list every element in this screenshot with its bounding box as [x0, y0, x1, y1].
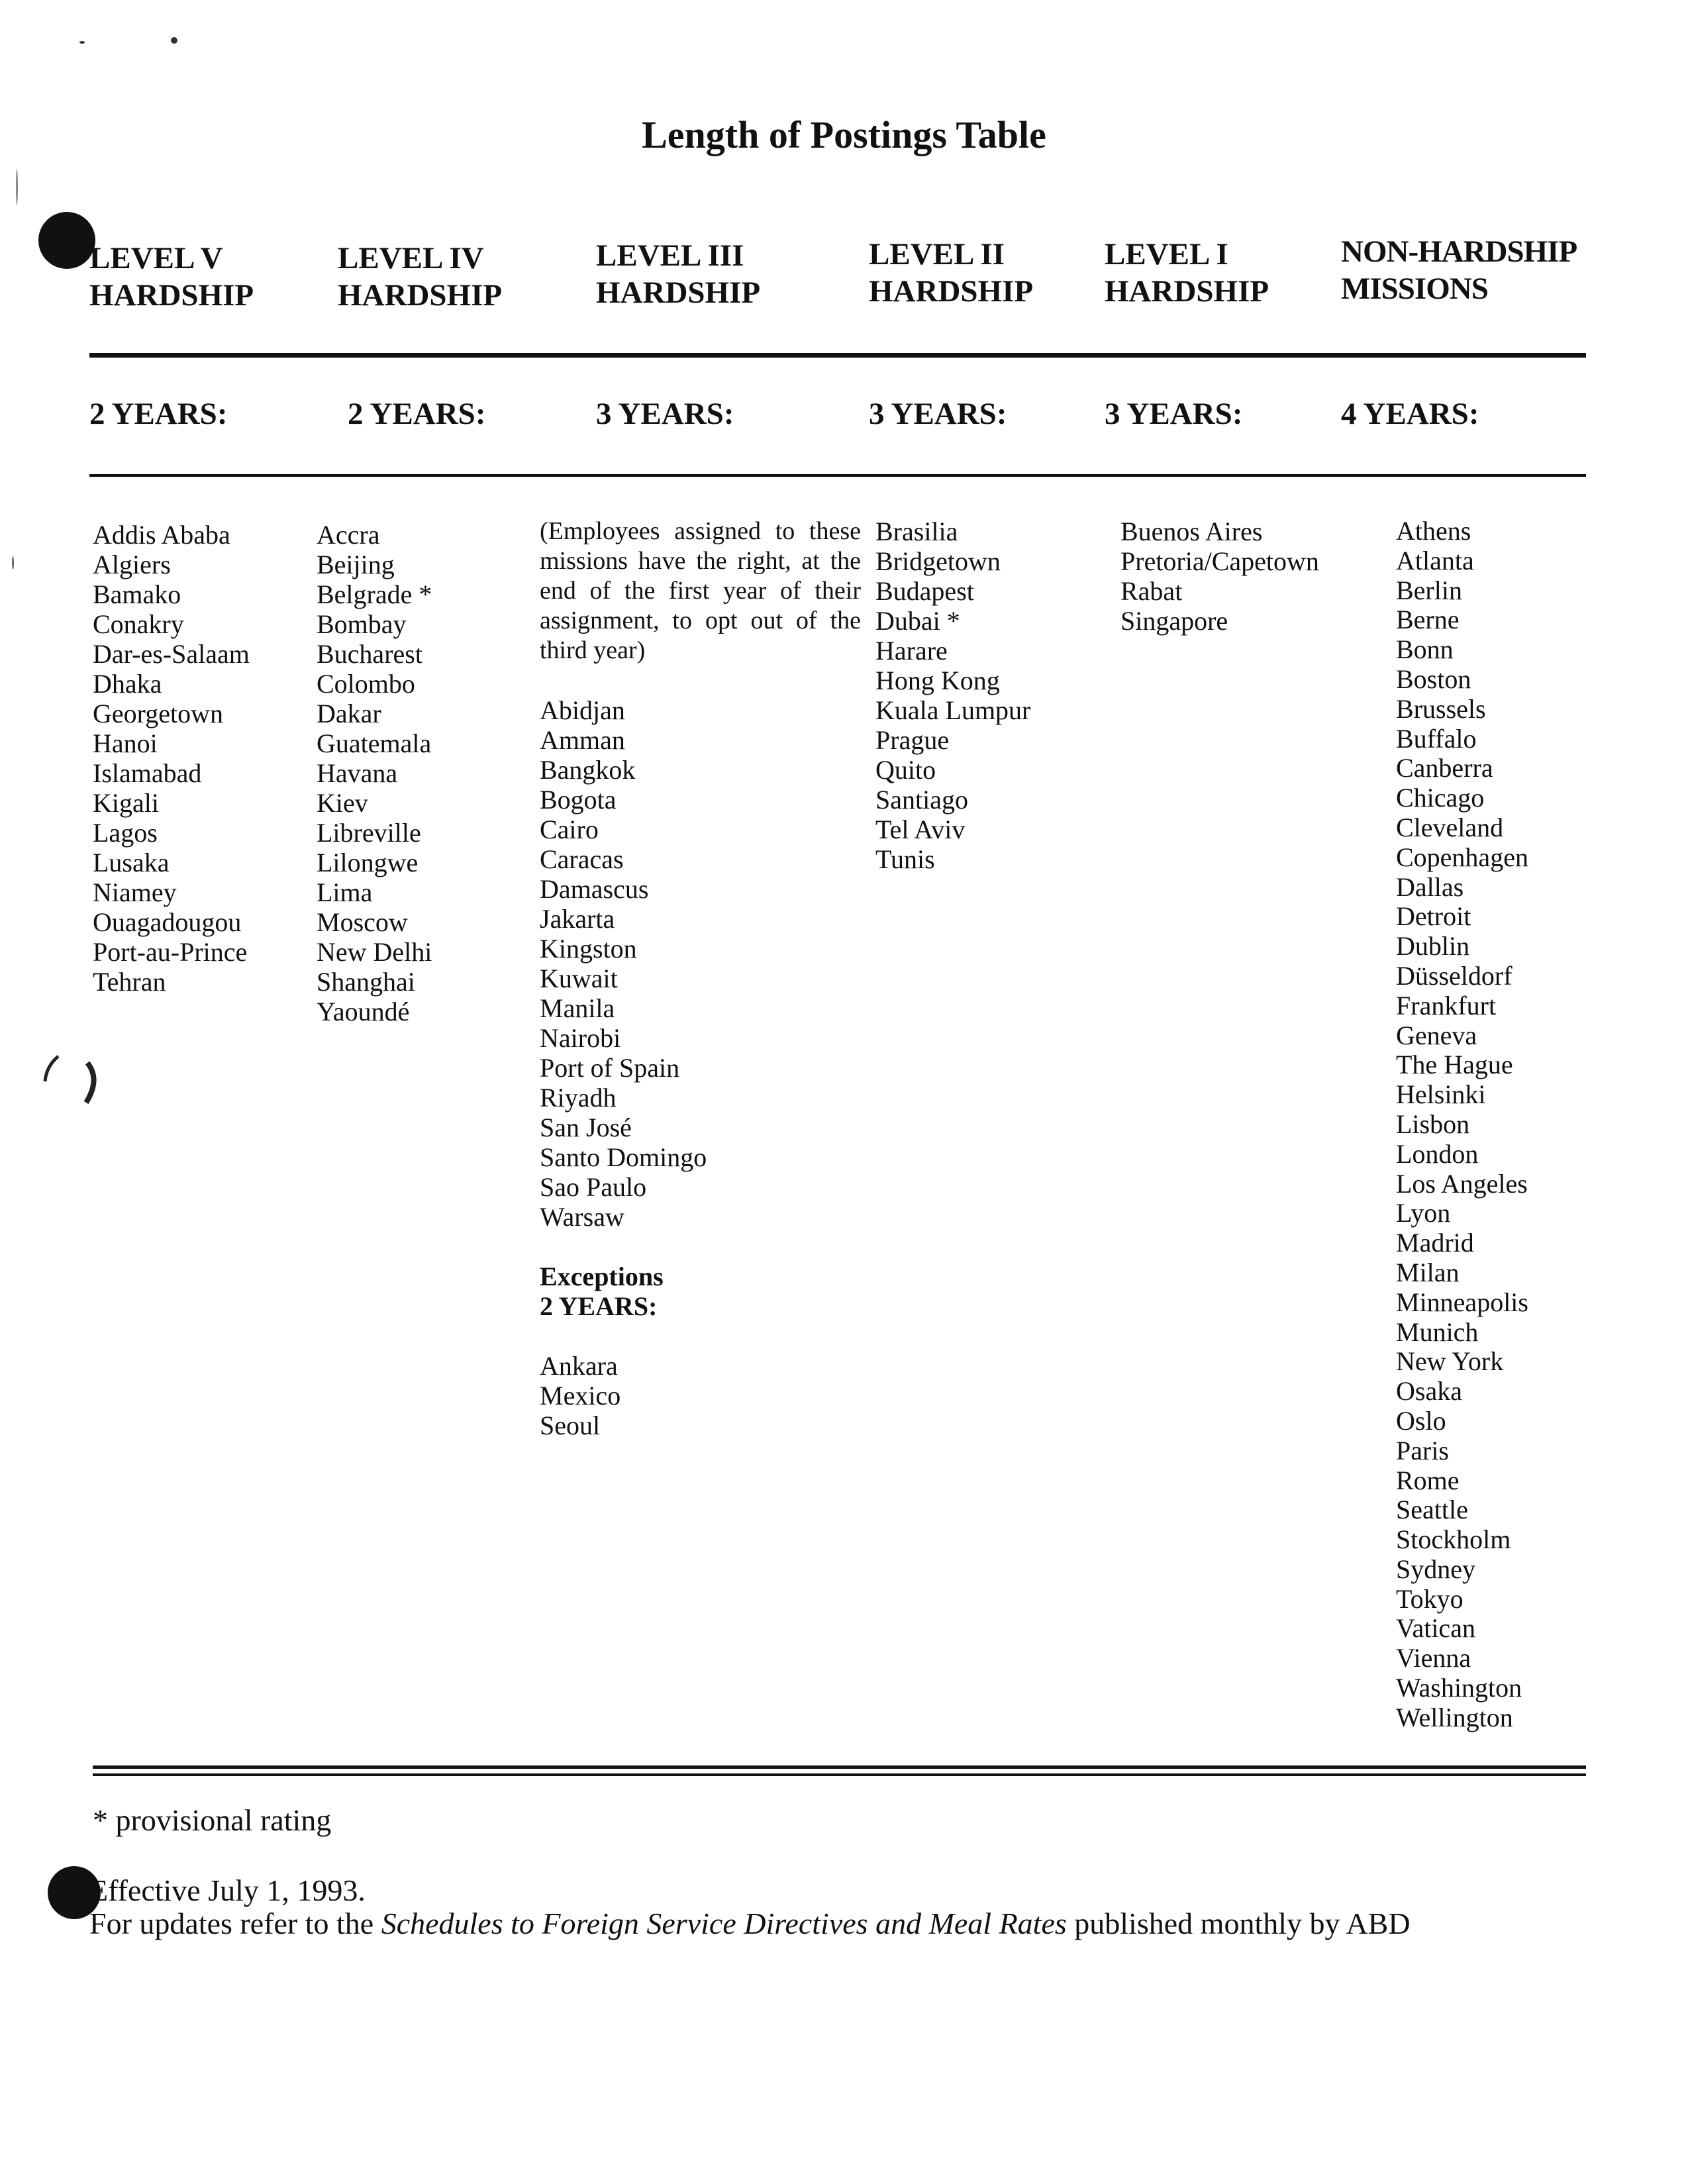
- column-header-non-hardship: [1341, 233, 1577, 307]
- city-item: Osaka: [1396, 1376, 1462, 1407]
- city-item: Copenhagen: [1396, 842, 1528, 872]
- city-item: Niamey: [93, 877, 177, 907]
- column-header-level-i: [1105, 236, 1269, 310]
- city-item: Minneapolis: [1396, 1287, 1528, 1317]
- city-item: Berne: [1396, 605, 1460, 635]
- duration-level-iv: 2 YEARS:: [348, 397, 486, 431]
- exceptions-label: Exceptions: [540, 1262, 664, 1291]
- city-item: Sydney: [1396, 1554, 1475, 1584]
- city-item: Rome: [1396, 1465, 1460, 1495]
- city-item: Georgetown: [93, 699, 223, 728]
- city-item: Amman: [540, 725, 625, 755]
- city-item: Mexico: [540, 1381, 621, 1411]
- city-item: Brussels: [1396, 693, 1486, 724]
- city-item: Kuwait: [540, 964, 618, 993]
- city-item: Bangkok: [540, 755, 636, 785]
- updates-prefix: For updates refer to the: [89, 1907, 374, 1940]
- city-item: Tehran: [93, 967, 166, 997]
- city-item: Quito: [875, 755, 936, 785]
- city-item: Sao Paulo: [540, 1172, 647, 1202]
- city-item: Cleveland: [1396, 812, 1504, 842]
- city-item: Santo Domingo: [540, 1142, 707, 1172]
- city-item: Helsinki: [1396, 1079, 1486, 1110]
- column-header-line: LEVEL III: [596, 238, 744, 273]
- city-item: Accra: [317, 520, 380, 550]
- effective-date: Effective July 1, 1993.: [89, 1873, 366, 1907]
- city-list-level-i: [1120, 517, 1319, 636]
- column-header-level-v: [89, 240, 254, 314]
- city-item: Lusaka: [93, 848, 170, 877]
- city-item: Bamako: [93, 579, 181, 609]
- city-item: Lagos: [93, 818, 158, 848]
- city-item: London: [1396, 1138, 1479, 1169]
- city-item: Ouagadougou: [93, 907, 242, 937]
- city-item: Chicago: [1396, 783, 1485, 813]
- footer-divider-top: [93, 1765, 1586, 1769]
- city-list-level-iv: [317, 520, 432, 1026]
- city-item: Buffalo: [1396, 723, 1477, 754]
- city-item: Addis Ababa: [93, 520, 230, 550]
- city-item: Jakarta: [540, 904, 615, 934]
- city-item: Kiev: [317, 788, 368, 818]
- city-item: Ankara: [540, 1351, 618, 1381]
- column-header-level-ii: [869, 236, 1033, 310]
- city-item: Paris: [1396, 1435, 1449, 1465]
- city-item: Dakar: [317, 699, 381, 728]
- city-item: Yaoundé: [317, 997, 410, 1026]
- city-item: Washington: [1396, 1673, 1522, 1703]
- city-item: Milan: [1396, 1257, 1460, 1287]
- city-item: Damascus: [540, 874, 649, 904]
- duration-level-iii: 3 YEARS:: [596, 397, 734, 431]
- city-item: Seoul: [540, 1411, 601, 1440]
- column-header-line: LEVEL I: [1105, 237, 1228, 272]
- city-item: New York: [1396, 1346, 1504, 1377]
- column-header-line: LEVEL IV: [338, 241, 484, 275]
- city-item: Hong Kong: [875, 666, 1000, 695]
- city-item: Oslo: [1396, 1405, 1446, 1436]
- scan-speck: [12, 556, 14, 570]
- city-item: Bridgetown: [875, 546, 1001, 576]
- city-item: Dhaka: [93, 669, 162, 699]
- city-item: Lilongwe: [317, 848, 419, 877]
- city-item: Lyon: [1396, 1198, 1451, 1228]
- exceptions-duration: 2 YEARS:: [540, 1291, 658, 1321]
- city-item: Dubai *: [875, 606, 960, 636]
- city-item: Berlin: [1396, 575, 1462, 605]
- city-item: Nairobi: [540, 1023, 621, 1053]
- city-item: Munich: [1396, 1316, 1479, 1347]
- column-header-line: NON-HARDSHIP: [1341, 234, 1577, 269]
- column-header-level-iii: [596, 237, 760, 311]
- city-item: Geneva: [1396, 1020, 1477, 1050]
- column-header-line: HARDSHIP: [1105, 274, 1269, 309]
- city-item: Riyadh: [540, 1083, 617, 1113]
- city-item: Libreville: [317, 818, 421, 848]
- publication-title: Schedules to Foreign Service Directives and Meal Rates: [381, 1907, 1067, 1940]
- city-item: Port of Spain: [540, 1053, 680, 1083]
- city-item: Wellington: [1396, 1702, 1513, 1732]
- city-item: Prague: [875, 725, 950, 755]
- city-item: Dar-es-Salaam: [93, 639, 250, 669]
- column-header-line: HARDSHIP: [338, 278, 503, 313]
- city-item: Islamabad: [93, 758, 202, 788]
- city-item: Tokyo: [1396, 1583, 1464, 1614]
- city-item: Belgrade *: [317, 579, 432, 609]
- city-item: Boston: [1396, 664, 1471, 694]
- city-item: Seattle: [1396, 1495, 1468, 1525]
- city-item: Pretoria/Capetown: [1120, 546, 1319, 576]
- duration-level-i: 3 YEARS:: [1105, 397, 1243, 431]
- city-item: Abidjan: [540, 695, 625, 725]
- city-item: San José: [540, 1113, 632, 1142]
- city-item: Port-au-Prince: [93, 937, 248, 967]
- city-item: Warsaw: [540, 1202, 624, 1232]
- punch-hole-top: [38, 212, 95, 269]
- city-item: New Delhi: [317, 937, 432, 967]
- scan-speck: [16, 169, 18, 205]
- city-item: Atlanta: [1396, 545, 1474, 575]
- city-item: Conakry: [93, 609, 184, 639]
- city-item: Caracas: [540, 844, 624, 874]
- header-divider: [89, 353, 1586, 358]
- city-item: Santiago: [875, 785, 968, 815]
- city-item: Bonn: [1396, 634, 1454, 665]
- scan-speck: [79, 41, 85, 44]
- column-header-line: LEVEL V: [89, 241, 223, 275]
- city-item: Athens: [1396, 516, 1471, 546]
- city-item: Bucharest: [317, 639, 422, 669]
- city-item: Hanoi: [93, 728, 158, 758]
- footnote: * provisional rating: [93, 1803, 332, 1837]
- updates-note: [89, 1906, 1411, 1941]
- city-item: Singapore: [1120, 606, 1228, 636]
- column-header-level-iv: [338, 240, 502, 314]
- city-item: Los Angeles: [1396, 1168, 1528, 1199]
- city-list-level-ii: [875, 517, 1030, 874]
- updates-suffix: published monthly by ABD: [1074, 1907, 1411, 1940]
- city-item: Tunis: [875, 844, 935, 874]
- city-item: Madrid: [1396, 1228, 1474, 1258]
- footer-divider-bottom: [93, 1773, 1586, 1776]
- column-header-line: LEVEL II: [869, 237, 1005, 272]
- city-item: Lisbon: [1396, 1109, 1470, 1139]
- column-header-line: HARDSHIP: [596, 275, 761, 310]
- city-item: The Hague: [1396, 1050, 1513, 1080]
- city-item: Bombay: [317, 609, 407, 639]
- city-item: Kingston: [540, 934, 637, 964]
- scan-speck: [171, 37, 177, 44]
- column-header-line: HARDSHIP: [869, 274, 1034, 309]
- city-item: Stockholm: [1396, 1524, 1511, 1555]
- city-item: Moscow: [317, 907, 408, 937]
- city-item: Frankfurt: [1396, 990, 1497, 1020]
- page-title: Length of Postings Table: [642, 113, 1046, 156]
- city-item: Algiers: [93, 550, 171, 579]
- city-item: Kigali: [93, 788, 159, 818]
- city-list-level-iii: [540, 517, 861, 1440]
- scan-mark: [40, 1043, 106, 1116]
- city-item: Budapest: [875, 576, 974, 606]
- city-item: Dallas: [1396, 871, 1464, 902]
- city-item: Kuala Lumpur: [875, 695, 1031, 725]
- opt-out-note: (Employees assigned to these missions have the right, at the end of the first year of their assignment, to opt out of the third year): [540, 517, 861, 664]
- city-item: Beijing: [317, 550, 395, 579]
- city-item: Cairo: [540, 815, 599, 844]
- city-item: Buenos Aires: [1120, 517, 1263, 546]
- city-item: Bogota: [540, 785, 617, 815]
- city-item: Manila: [540, 993, 615, 1023]
- city-item: Brasilia: [875, 517, 958, 546]
- column-header-line: MISSIONS: [1341, 272, 1488, 306]
- city-item: Vatican: [1396, 1613, 1475, 1644]
- city-item: Dublin: [1396, 931, 1470, 962]
- city-item: Detroit: [1396, 901, 1471, 932]
- duration-non-hardship: 4 YEARS:: [1341, 397, 1479, 431]
- city-item: Colombo: [317, 669, 415, 699]
- city-list-level-v: [93, 520, 250, 997]
- city-list-non-hardship: [1396, 517, 1528, 1733]
- city-item: Rabat: [1120, 576, 1183, 606]
- city-item: Düsseldorf: [1396, 960, 1513, 991]
- duration-level-v: 2 YEARS:: [89, 397, 228, 431]
- city-item: Shanghai: [317, 967, 415, 997]
- city-item: Havana: [317, 758, 398, 788]
- duration-divider: [89, 474, 1586, 477]
- city-item: Lima: [317, 877, 373, 907]
- city-item: Canberra: [1396, 753, 1493, 783]
- city-item: Vienna: [1396, 1643, 1471, 1673]
- city-item: Harare: [875, 636, 948, 666]
- city-item: Guatemala: [317, 728, 432, 758]
- column-header-line: HARDSHIP: [89, 278, 254, 313]
- duration-level-ii: 3 YEARS:: [869, 397, 1007, 431]
- city-item: Tel Aviv: [875, 815, 966, 844]
